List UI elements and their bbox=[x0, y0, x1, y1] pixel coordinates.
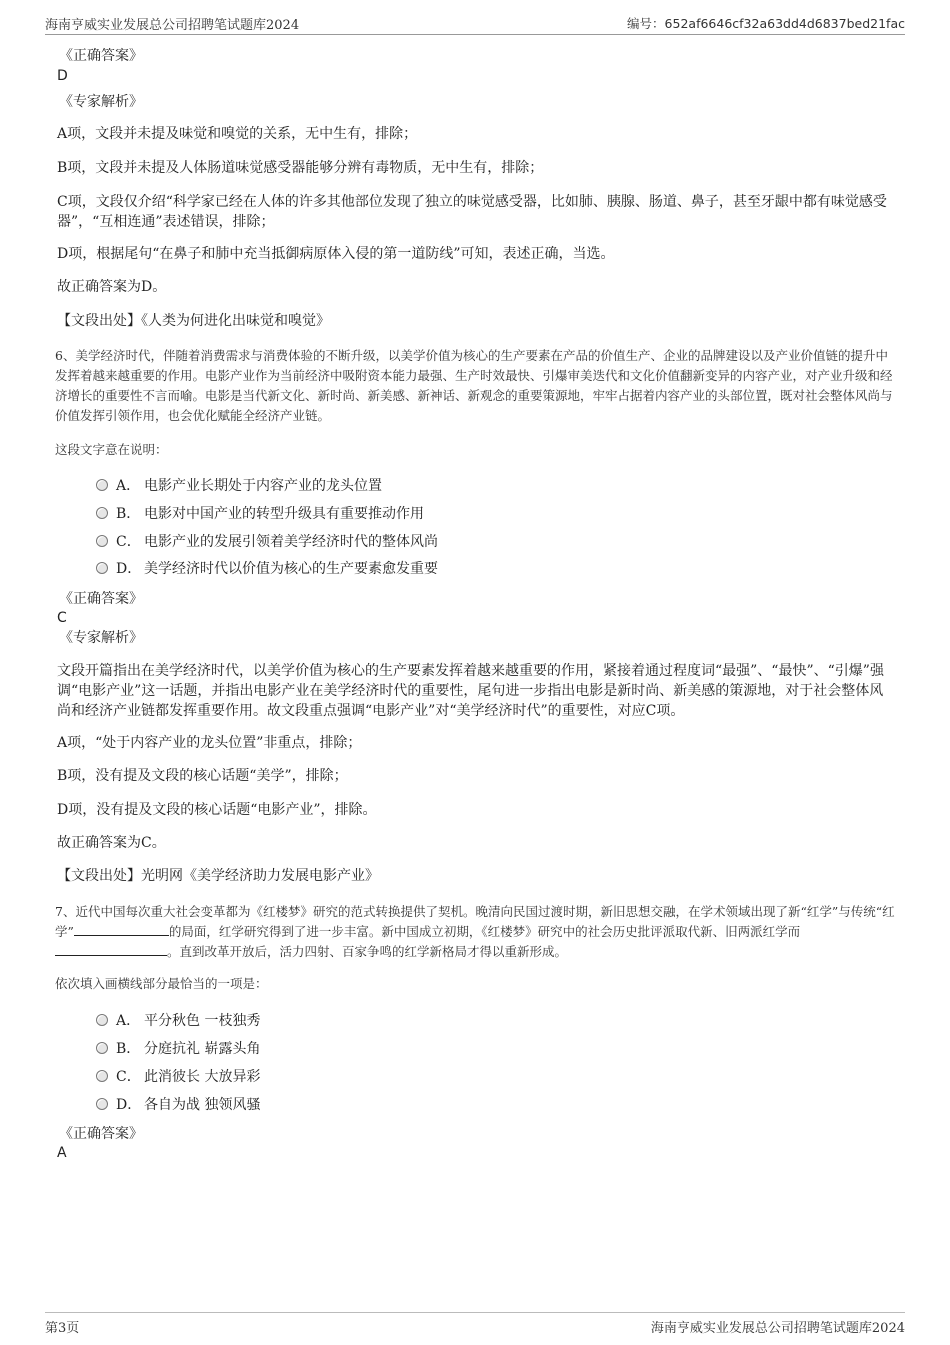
radio-icon[interactable] bbox=[96, 535, 108, 547]
header-title: 海南亨威实业发展总公司招聘笔试题库2024 bbox=[45, 18, 300, 33]
radio-icon[interactable] bbox=[96, 1098, 108, 1110]
q6-option-a[interactable]: A． 电影产业长期处于内容产业的龙头位置 bbox=[96, 476, 382, 496]
q6-prompt: 这段文字意在说明： bbox=[55, 442, 168, 457]
q6-source: 【文段出处】光明网《美学经济助力发展电影产业》 bbox=[57, 868, 379, 884]
q7-prompt: 依次填入画横线部分最恰当的一项是： bbox=[55, 976, 268, 991]
blank-1 bbox=[74, 923, 169, 936]
footer-title: 海南亨威实业发展总公司招聘笔试题库2024 bbox=[650, 1321, 905, 1336]
q5-analysis-d: D项，根据尾句“在鼻子和肺中充当抵御病原体入侵的第一道防线”可知，表述正确，当选。 bbox=[57, 246, 615, 262]
q6-answer-tag: 《正确答案》 bbox=[59, 591, 143, 607]
q6-answer: C bbox=[57, 610, 67, 626]
radio-icon[interactable] bbox=[96, 562, 108, 574]
q7-option-c[interactable]: C． 此消彼长 大放异彩 bbox=[96, 1067, 260, 1087]
q5-answer: D bbox=[57, 68, 68, 84]
q5-answer-tag: 《正确答案》 bbox=[59, 48, 143, 64]
q5-analysis-c: C项，文段仅介绍“科学家已经在人体的许多其他部位发现了独立的味觉感受器，比如肺、胰腺、肠道、鼻子，甚至牙龈中都有味觉感受器”，“互相连通”表述错误，排除； bbox=[57, 194, 887, 230]
q6-analysis-tag: 《专家解析》 bbox=[59, 630, 143, 646]
q6-conclusion: 故正确答案为C。 bbox=[57, 835, 166, 851]
radio-icon[interactable] bbox=[96, 1042, 108, 1054]
q7-option-b[interactable]: B． 分庭抗礼 崭露头角 bbox=[96, 1039, 260, 1059]
radio-icon[interactable] bbox=[96, 479, 108, 491]
q6-stem: 6、美学经济时代，伴随着消费需求与消费体验的不断升级，以美学价值为核心的生产要素在产品的价值生产、企业的品牌建设以及产业价值链的提升中发挥着越来越重要的作用。电影产业作为当前经济中吸附资本能力最强、生产时效最快、引爆审美迭代和文化价值翻新变异的内容产业，对产业升级和经济增长的重要性不言而喻。电影是当代新文化、新时尚、新美感、新神话、新观念的重要策源地，牢牢占据着内容产业的头部位置，既对社会整体风尚与价值发挥引领作用，也会优化赋能全经济产业链。 bbox=[55, 348, 893, 423]
q6-analysis-a: A项，“处于内容产业的龙头位置”非重点，排除； bbox=[57, 735, 362, 751]
radio-icon[interactable] bbox=[96, 507, 108, 519]
q5-source: 【文段出处】《人类为何进化出味觉和嗅觉》 bbox=[57, 313, 330, 329]
q6-option-b[interactable]: B． 电影对中国产业的转型升级具有重要推动作用 bbox=[96, 504, 424, 524]
q7-answer-tag: 《正确答案》 bbox=[59, 1126, 143, 1142]
radio-icon[interactable] bbox=[96, 1070, 108, 1082]
q7-answer: A bbox=[57, 1145, 67, 1161]
q6-analysis-main: 文段开篇指出在美学经济时代，以美学价值为核心的生产要素发挥着越来越重要的作用，紧接着通过程度词“最强”、“最快”、“引爆”强调“电影产业”这一话题，并指出电影产业在美学经济时代的重要性，尾句进一步指出电影是新时尚、新美感的策源地，对于社会整体风尚和经济产业链都发挥重要作用。故文段重点强调“电影产业”对“美学经济时代”的重要性，对应C项。 bbox=[57, 663, 884, 719]
q7-stem: 7、近代中国每次重大社会变革都为《红楼梦》研究的范式转换提供了契机。晚清向民国过渡时期，新旧思想交融，在学术领域出现了新“红学”与传统“红学” 的局面，红学研究得到了进一步丰富。新中国成立初期，《红楼梦》研究中的社会历史批评派取代新、旧两派红学而。直到改革开放后，活力四射、百家争鸣的红学新格局才得以重新形成。 bbox=[55, 904, 895, 959]
q5-analysis-b: B项，文段并未提及人体肠道味觉感受器能够分辨有毒物质，无中生有，排除； bbox=[57, 160, 544, 176]
page-footer bbox=[45, 1312, 905, 1340]
q6-analysis-b: B项，没有提及文段的核心话题“美学”，排除； bbox=[57, 768, 348, 784]
q6-option-c[interactable]: C． 电影产业的发展引领着美学经济时代的整体风尚 bbox=[96, 532, 438, 552]
q6-option-d[interactable]: D． 美学经济时代以价值为核心的生产要素愈发重要 bbox=[96, 559, 438, 579]
q5-analysis-a: A项，文段并未提及味觉和嗅觉的关系，无中生有，排除； bbox=[57, 126, 418, 142]
header-serial: 编号：652af6646cf32a63dd4d6837bed21fac bbox=[627, 16, 905, 31]
q5-conclusion: 故正确答案为D。 bbox=[57, 279, 167, 295]
radio-icon[interactable] bbox=[96, 1014, 108, 1026]
q5-analysis-tag: 《专家解析》 bbox=[59, 94, 143, 110]
page-header bbox=[45, 14, 905, 35]
blank-2 bbox=[55, 943, 167, 956]
q6-analysis-d: D项，没有提及文段的核心话题“电影产业”，排除。 bbox=[57, 802, 377, 818]
q7-option-d[interactable]: D． 各自为战 独领风骚 bbox=[96, 1095, 260, 1115]
q7-option-a[interactable]: A． 平分秋色 一枝独秀 bbox=[96, 1011, 260, 1031]
page-number: 第3页 bbox=[45, 1321, 80, 1336]
